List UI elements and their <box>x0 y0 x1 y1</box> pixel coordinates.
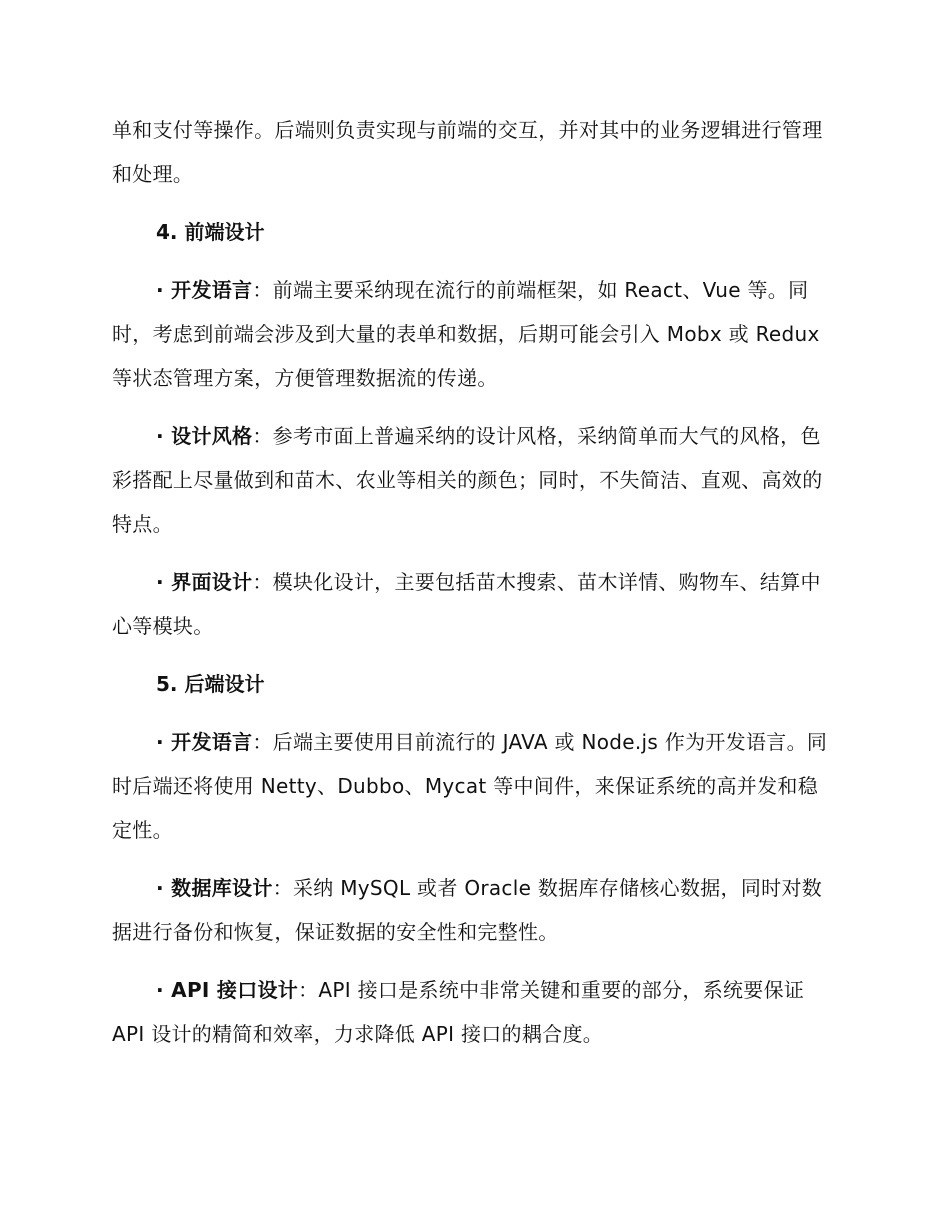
section-heading-frontend: 4. 前端设计 <box>156 220 265 244</box>
text-backend-language: ：后端主要使用目前流行的 JAVA 或 Node.js 作为开发语言。同时后端还将使用 Netty、Dubbo、Mycat 等中间件，来保证系统的高并发和稳定性。 <box>112 730 828 842</box>
paragraph-frontend-style <box>112 414 834 546</box>
paragraph-frontend-language <box>112 268 834 400</box>
text-frontend-style: ：参考市面上普遍采纳的设计风格，采纳简单而大气的风格，色彩搭配上尽量做到和苗木、农业等相关的颜色；同时，不失简洁、直观、高效的特点。 <box>112 424 823 536</box>
text-backend-api: ：API 接口是系统中非常关键和重要的部分，系统要保证 API 设计的精简和效率，力求降低 API 接口的耦合度。 <box>112 978 805 1046</box>
paragraph-backend-language <box>112 720 834 852</box>
label-backend-api: · API 接口设计 <box>156 978 299 1002</box>
label-frontend-ui: · 界面设计 <box>156 570 253 594</box>
document-page <box>112 108 834 1070</box>
paragraph-backend-database <box>112 866 834 954</box>
label-frontend-style: · 设计风格 <box>156 424 253 448</box>
paragraph-frontend-ui <box>112 560 834 648</box>
text-backend-database: ：采纳 MySQL 或者 Oracle 数据库存储核心数据，同时对数据进行备份和恢复，保证数据的安全性和完整性。 <box>112 876 823 944</box>
text-frontend-ui: ：模块化设计，主要包括苗木搜索、苗木详情、购物车、结算中心等模块。 <box>112 570 821 638</box>
paragraph-intro-continued: 单和支付等操作。后端则负责实现与前端的交互，并对其中的业务逻辑进行管理和处理。 <box>112 118 823 186</box>
paragraph-backend-api <box>112 968 834 1056</box>
label-frontend-language: · 开发语言 <box>156 278 253 302</box>
text-frontend-language: ：前端主要采纳现在流行的前端框架，如 React、Vue 等。同时，考虑到前端会涉及到大量的表单和数据，后期可能会引入 Mobx 或 Redux 等状态管理方案，方便管理数据流的传递。 <box>112 278 820 390</box>
label-backend-database: · 数据库设计 <box>156 876 273 900</box>
section-heading-backend: 5. 后端设计 <box>156 672 265 696</box>
label-backend-language: · 开发语言 <box>156 730 253 754</box>
